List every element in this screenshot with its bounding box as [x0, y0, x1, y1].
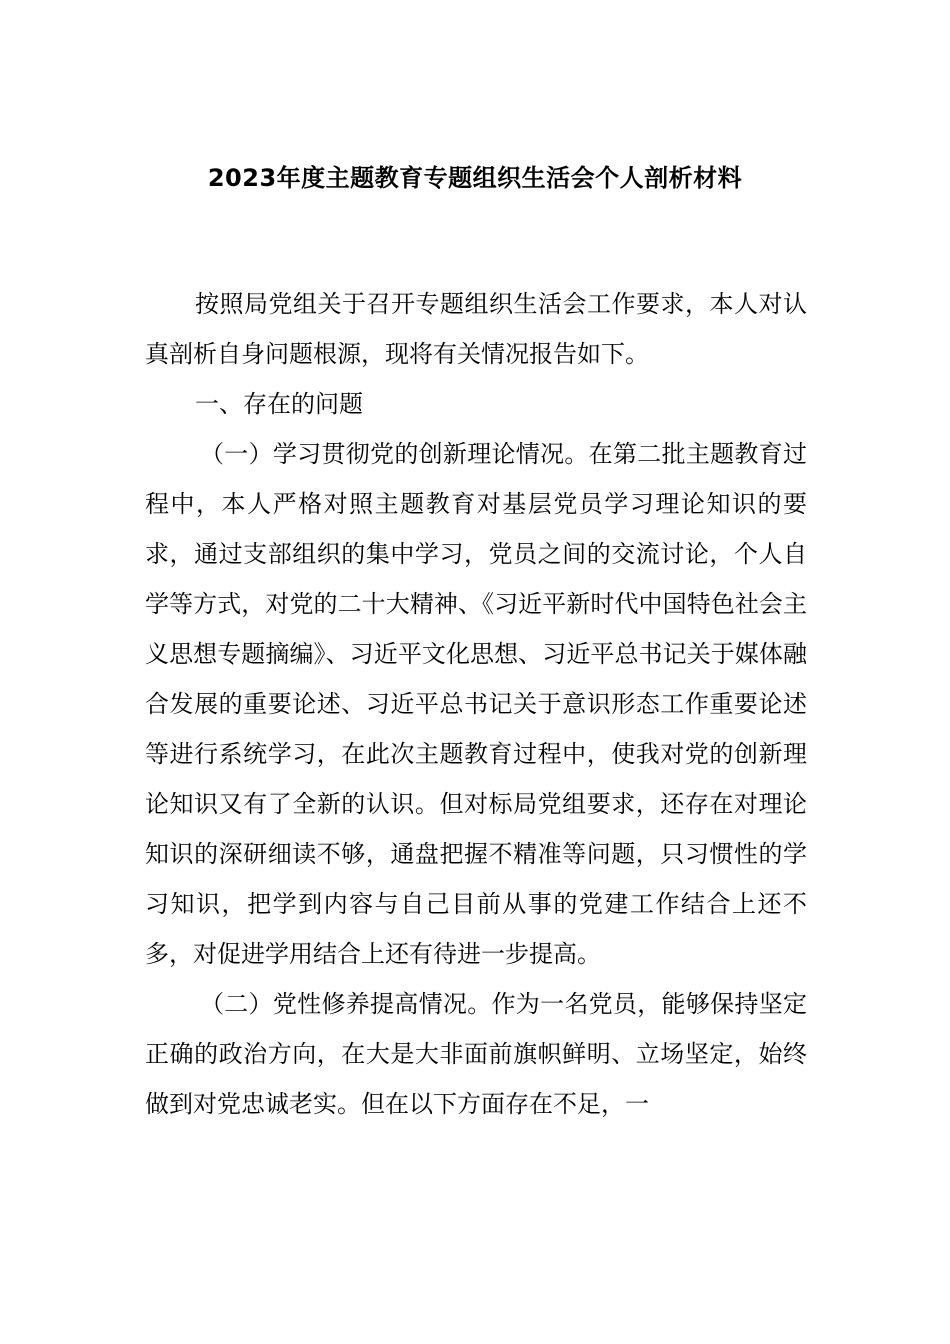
document-body: [145, 279, 807, 1129]
subsection-paragraph-2: （二）党性修养提高情况。作为一名党员，能够保持坚定正确的政治方向，在大是大非面前旗帜鲜明、立场坚定，始终做到对党忠诚老实。但在以下方面存在不足，一: [145, 990, 807, 1118]
intro-paragraph: 按照局党组关于召开专题组织生活会工作要求，本人对认真剖析自身问题根源，现将有关情况报告如下。: [145, 290, 807, 368]
subsection-paragraph-1: （一）学习贯彻党的创新理论情况。在第二批主题教育过程中，本人严格对照主题教育对基层党员学习理论知识的要求，通过支部组织的集中学习，党员之间的交流讨论，个人自学等方式，对党的二十大精神、《习近平新时代中国特色社会主义思想专题摘编》、习近平文化思想、习近平总书记关于媒体融合发展的重要论述、习近平总书记关于意识形态工作重要论述等进行系统学习，在此次主题教育过程中，使我对党的创新理论知识又有了全新的认识。但对标局党组要求，还存在对理论知识的深研细读不够，通盘把握不精准等问题，只习惯性的学习知识，把学到内容与自己目前从事的党建工作结合上还不多，对促进学用结合上还有待进一步提高。: [145, 440, 807, 968]
section-heading: 一、存在的问题: [195, 390, 363, 418]
document-title: 2023年度主题教育专题组织生活会个人剖析材料: [207, 164, 743, 192]
